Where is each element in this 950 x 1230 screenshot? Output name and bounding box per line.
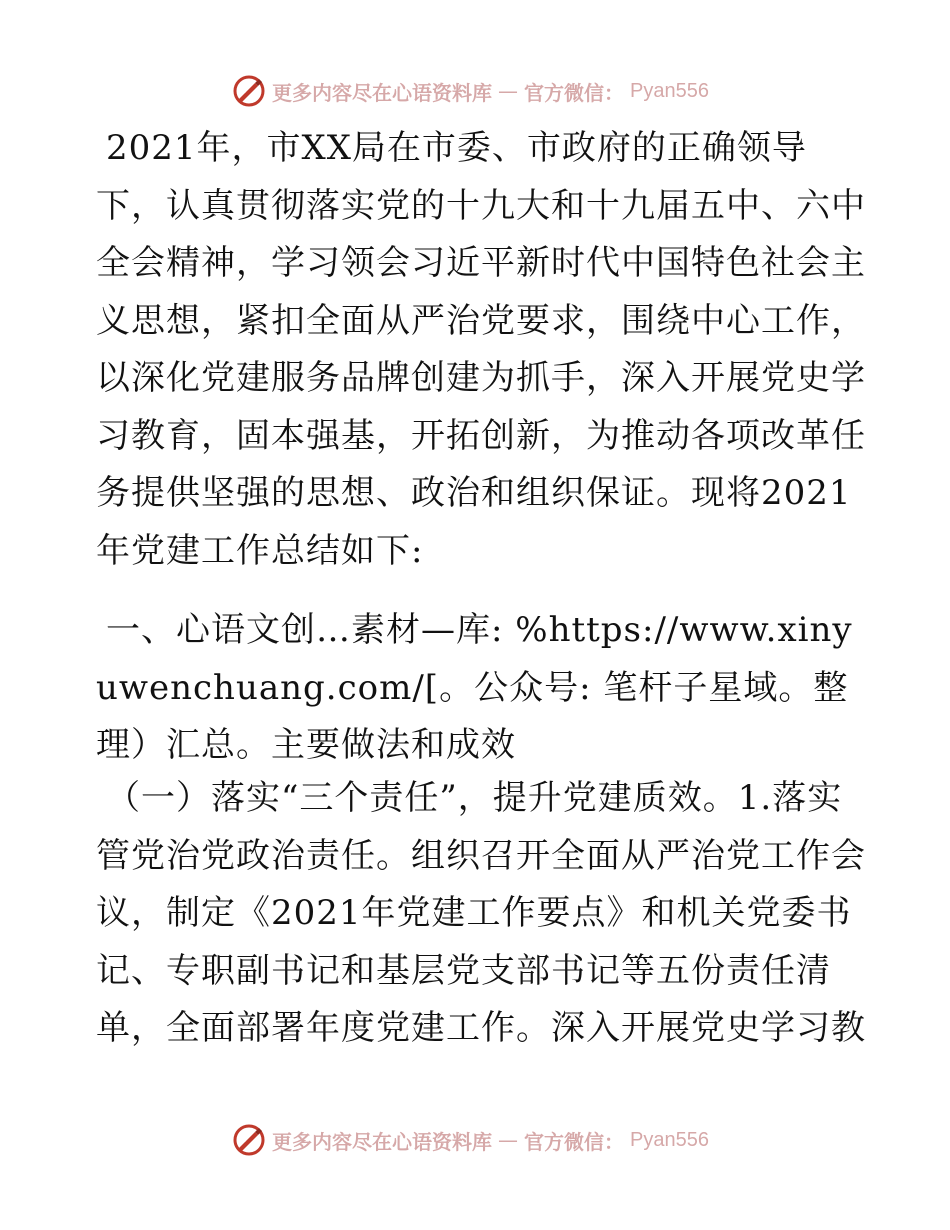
section-heading-paragraph: 一、心语文创…素材—库: %https://www.xinyuwenchuang.com/[。公众号: 笔杆子星域。整理）汇总。主要做法和成效: [96, 610, 853, 765]
pen-logo-icon: [232, 74, 266, 108]
intro-paragraph: 2021年，市XX局在市委、市政府的正确领导下，认真贯彻落实党的十九大和十九届五中、六中全会精神，学习领会习近平新时代中国特色社会主义思想，紧扣全面从严治党要求，围绕中心工作，以深化党建服务品牌创建为抓手，深入开展党史学习教育，固本强基，开拓创新，为推动各项改革任务提供坚强的思想、政治和组织保证。现将2021年党建工作总结如下:: [96, 128, 866, 571]
watermark-wechat-label: 官方微信：: [524, 1129, 624, 1154]
watermark-wechat-label: 官方微信：: [524, 80, 624, 105]
watermark-wechat-id: Pyan556: [630, 1128, 709, 1151]
header-watermark: [232, 74, 709, 108]
watermark-wechat-id: Pyan556: [630, 79, 709, 102]
pen-logo-icon: [232, 1123, 266, 1157]
watermark-site-text: 更多内容尽在心语资料库: [272, 80, 492, 105]
watermark-separator: —: [498, 1128, 518, 1152]
footer-watermark: [232, 1123, 709, 1157]
watermark-separator: —: [498, 79, 518, 103]
subsection-paragraph: （一）落实“三个责任”，提升党建质效。1.落实管党治党政治责任。组织召开全面从严治党工作会议，制定《2021年党建工作要点》和机关党委书记、专职副书记和基层党支部书记等五份责任清单，全面部署年度党建工作。深入开展党史学习教: [96, 778, 866, 1048]
watermark-site-text: 更多内容尽在心语资料库: [272, 1129, 492, 1154]
